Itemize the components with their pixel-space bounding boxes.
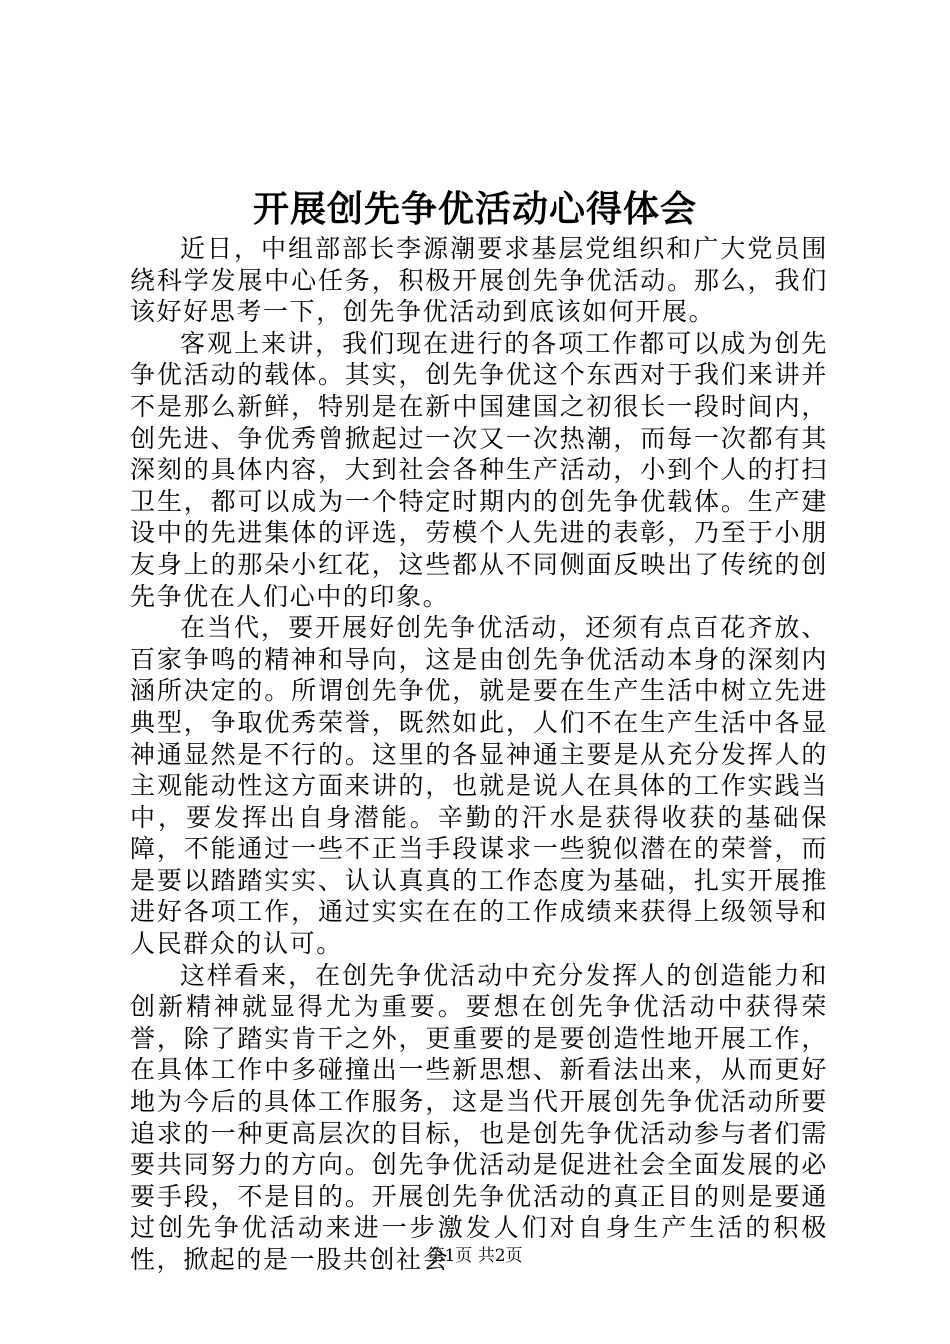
page-number-footer: 第1页 共2页 <box>427 1246 523 1266</box>
body-paragraph: 客观上来讲，我们现在进行的各项工作都可以成为创先争优活动的载体。其实，创先争优这个东西对于我们来讲并不是那么新鲜，特别是在新中国建国之初很长一段时间内，创先进、争优秀曾掀起过一次又一次热潮，而每一次都有其深刻的具体内容，大到社会各种生产活动，小到个人的打扫卫生，都可以成为一个特定时期内的创先争优载体。生产建设中的先进集体的评选，劳模个人先进的表彰，乃至于小朋友身上的那朵小红花，这些都从不同侧面反映出了传统的创先争优在人们心中的印象。 <box>130 328 828 611</box>
body-paragraph: 在当代，要开展好创先争优活动，还须有点百花齐放、百家争鸣的精神和导向，这是由创先争优活动本身的深刻内涵所决定的。所谓创先争优，就是要在生产生活中树立先进典型，争取优秀荣誉，既然如此，人们不在生产生活中各显神通显然是不行的。这里的各显神通主要是从充分发挥人的主观能动性这方面来讲的，也就是说人在具体的工作实践当中，要发挥出自身潜能。辛勤的汗水是获得收获的基础保障，不能通过一些不正当手段谋求一些貌似潜在的荣誉，而是要以踏踏实实、认认真真的工作态度为基础，扎实开展推进好各项工作，通过实实在在的工作成绩来获得上级领导和人民群众的认可。 <box>130 613 828 959</box>
body-paragraph: 这样看来，在创先争优活动中充分发挥人的创造能力和创新精神就显得尤为重要。要想在创先争优活动中获得荣誉，除了踏实肯干之外，更重要的是要创造性地开展工作，在具体工作中多碰撞出一些新思想、新看法出来，从而更好地为今后的具体工作服务，这是当代开展创先争优活动所要追求的一种更高层次的目标，也是创先争优活动参与者们需要共同努力的方向。创先争优活动是促进社会全面发展的必要手段，不是目的。开展创先争优活动的真正目的则是要通过创先争优活动来进一步激发人们对自身生产生活的积极性，掀起的是一股共创社会 <box>130 960 828 1274</box>
document-title: 开展创先争优活动心得体会 <box>252 188 697 230</box>
body-paragraph: 近日，中组部部长李源潮要求基层党组织和广大党员围绕科学发展中心任务，积极开展创先争优活动。那么，我们该好好思考一下，创先争优活动到底该如何开展。 <box>130 234 828 327</box>
